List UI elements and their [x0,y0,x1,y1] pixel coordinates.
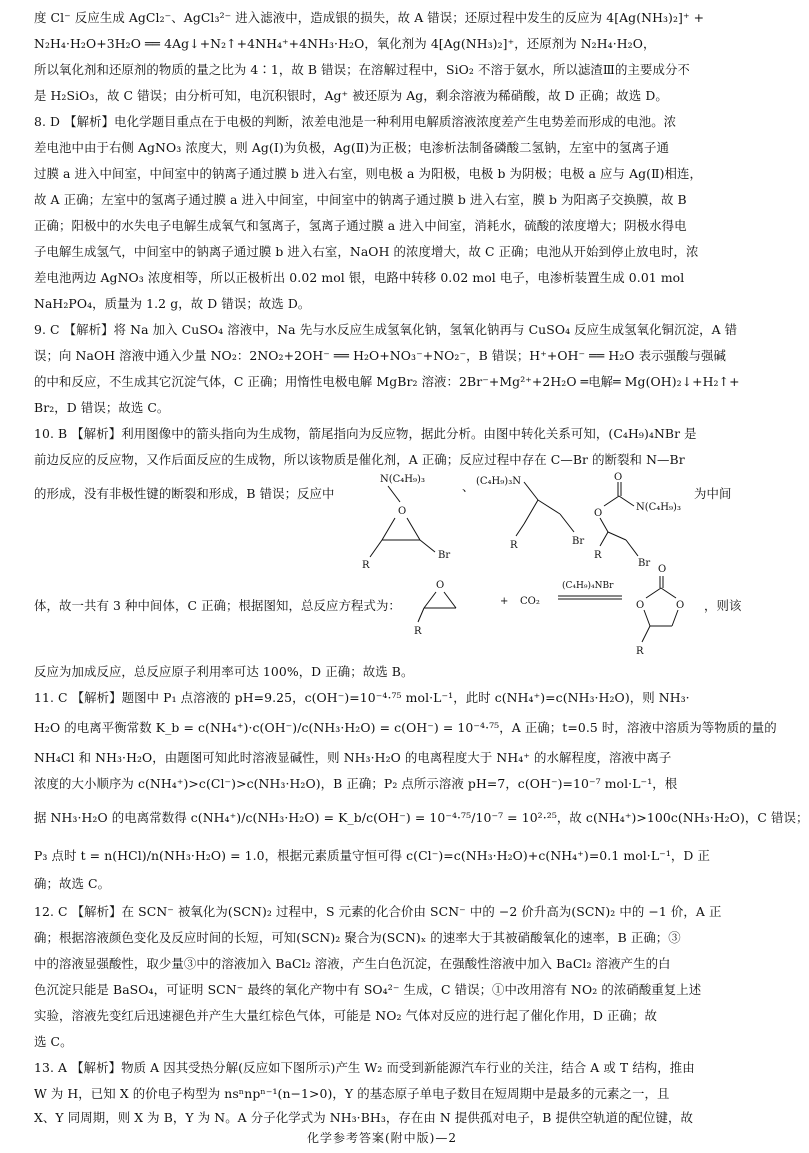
mol-label: O [436,580,445,591]
mol-label: O [398,506,407,517]
text-line: 反应为加成反应，总反应原子利用率可达 100%，D 正确；故选 B。 [34,664,414,679]
text-line: 度 Cl⁻ 反应生成 AgCl₂⁻、AgCl₃²⁻ 进入滤液中，造成银的损失，故 A 错误；还原过程中发生的反应为 4[Ag(NH₃)₂]⁺ + [34,10,705,25]
mol-label: N(C₄H₉)₃ [636,502,681,513]
text-line: 是 H₂SiO₃，故 C 错误；由分析可知，电沉积银时，Ag⁺ 被还原为 Ag，剩余溶液为稀硝酸，故 D 正确；故选 D。 [34,88,668,103]
mol-label: R [594,550,602,561]
text-line: 浓度的大小顺序为 c(NH₄⁺)>c(Cl⁻)>c(NH₃·H₂O)，B 正确；P₂ 点所示溶液 pH=7，c(OH⁻)=10⁻⁷ mol·L⁻¹，根 [34,776,678,791]
q8-line: 8. D 【解析】电化学题目重点在于电极的判断，浓差电池是一种利用电解质溶液浓度差产生电势差而形成的电池。浓 [34,114,677,129]
mol-label: + [500,596,509,607]
text-line: 体，故一共有 3 种中间体，C 正确；根据图知，总反应方程式为： [34,598,401,613]
q13-line: 13. A 【解析】物质 A 因其受热分解(反应如下图所示)产生 W₂ 而受到新能源汽车行业的关注，结合 A 或 T 结构，推由 [34,1060,695,1075]
text-line: 确；故选 C。 [34,876,111,891]
intermediate-1-structure [360,472,470,572]
text-line: 差电池中由于右侧 AgNO₃ 浓度大，则 Ag(Ⅰ)为负极，Ag(Ⅱ)为正极；电渗析法制备磷酸二氢钠，左室中的氢离子通 [34,140,669,155]
text-line: 实验，溶液先变红后迅速褪色并产生大量红棕色气体，可能是 NO₂ 气体对反应的进行起了催化作用，D 正确；故 [34,1008,657,1023]
text-line: 的形成，没有非极性键的断裂和形成，B 错误；反应中 [34,486,335,501]
text-line: N₂H₄·H₂O+3H₂O ══ 4Ag↓+N₂↑+4NH₄⁺+4NH₃·H₂O，氧化剂为 4[Ag(NH₃)₂]⁺，还原剂为 N₂H₄·H₂O， [34,36,656,51]
mol-label: O [594,508,603,519]
mol-label: R [362,560,370,571]
intermediate-3-structure [586,458,696,570]
text-line: H₂O 的电离平衡常数 K_b = c(NH₄⁺)·c(OH⁻)/c(NH₃·H₂O) = c(OH⁻) = 10⁻⁴·⁷⁵，A 正确；t=0.5 时，溶液中溶质为等物质的量的 [34,720,777,735]
text-line: 的中和反应，不生成其它沉淀气体，C 正确；用惰性电极电解 MgBr₂ 溶液：2Br⁻+Mg²⁺+2H₂O ═电解═ Mg(OH)₂↓+H₂↑+ [34,374,740,389]
q9-line: 9. C 【解析】将 Na 加入 CuSO₄ 溶液中，Na 先与水反应生成氢氧化钠，氢氧化钠再与 CuSO₄ 反应生成氢氧化铜沉淀，A 错 [34,322,738,337]
intermediate-2-structure [476,472,596,572]
text-line: 正确；阳极中的水失电子电解生成氧气和氢离子，氢离子通过膜 a 进入中间室，消耗水，硫酸的浓度增大；阴极水得电 [34,218,687,233]
mol-label: N(C₄H₉)₃ [380,474,425,485]
q11-line: 11. C 【解析】题图中 P₁ 点溶液的 pH=9.25，c(OH⁻)=10⁻⁴·⁷⁵ mol·L⁻¹，此时 c(NH₄⁺)=c(NH₃·H₂O)，则 NH₃· [34,690,690,705]
text-line: P₃ 点时 t = n(HCl)/n(NH₃·H₂O) = 1.0，根据元素质量守恒可得 c(Cl⁻)=c(NH₃·H₂O)+c(NH₄⁺)=0.1 mol·L⁻¹，D 正 [34,848,710,863]
mol-label: R [636,646,644,657]
text-line: ，则该 [704,598,742,613]
text-line: 中的溶液显强酸性，取少量③中的溶液加入 BaCl₂ 溶液，产生白色沉淀，在强酸性溶液中加入 BaCl₂ 溶液产生的白 [34,956,671,971]
text-line: 前边反应的反应物，又作后面反应的生成物，所以该物质是催化剂，A 正确；反应过程中存在 C—Br 的断裂和 N—Br [34,452,685,467]
text-line: 故 A 正确；左室中的氢离子通过膜 a 进入中间室，中间室中的钠离子通过膜 b 进入右室，膜 b 为阳离子交换膜，故 B [34,192,687,207]
text-line: 色沉淀只能是 BaSO₄，可证明 SCN⁻ 最终的氧化产物中有 SO₄²⁻ 生成，C 错误；①中改用溶有 NO₂ 的浓硝酸重复上述 [34,982,702,997]
overall-equation [414,564,704,664]
text-line: 误；向 NaOH 溶液中通入少量 NO₂：2NO₂+2OH⁻ ══ H₂O+NO₃⁻+NO₂⁻，B 错误；H⁺+OH⁻ ══ H₂O 表示强酸与强碱 [34,348,727,363]
q10-line: 10. B 【解析】利用图像中的箭头指向为生成物，箭尾指向为反应物，据此分析。由图中转化关系可知，(C₄H₉)₄NBr 是 [34,426,697,441]
mol-label: O [658,564,667,575]
text-line: NaH₂PO₄，质量为 1.2 g，故 D 错误；故选 D。 [34,296,311,311]
mol-label: CO₂ [520,596,540,607]
text-line: W 为 H，已知 X 的价电子构型为 nsⁿnpⁿ⁻¹(n−1>0)，Y 的基态原子单电子数目在短周期中是最多的元素之一，且 [34,1086,670,1101]
text-line: 选 C。 [34,1034,73,1049]
mol-label: Br [572,536,585,547]
text-line: 过膜 a 进入中间室，中间室中的钠离子通过膜 b 进入右室，则电极 a 为阳极，电极 b 为阴极；电极 a 应与 Ag(Ⅱ)相连， [34,166,703,181]
mol-label: Br [638,558,651,569]
separator: 、 [462,480,475,494]
text-line: Br₂，D 错误；故选 C。 [34,400,170,415]
text-line: 据 NH₃·H₂O 的电离常数得 c(NH₄⁺)/c(NH₃·H₂O) = K_b/c(OH⁻) = 10⁻⁴·⁷⁵/10⁻⁷ = 10²·²⁵，故 c(NH₄⁺)>100c(NH₃·H₂O)，C 错误； [34,810,809,825]
mol-label: O [636,600,645,611]
mol-label: (C₄H₉)₄NBr [562,581,614,591]
text-line: 为中间 [694,486,732,501]
text-line: 子电解生成氢气，中间室中的钠离子通过膜 b 进入右室，NaOH 的浓度增大，故 C 正确；电池从开始到停止放电时，浓 [34,244,699,259]
mol-label: Br [438,550,451,561]
mol-label: R [414,626,422,637]
text-line: 差电池两边 AgNO₃ 浓度相等，所以正极析出 0.02 mol 银，电路中转移 0.02 mol 电子，电渗析装置生成 0.01 mol [34,270,685,285]
text-line: 确；根据溶液颜色变化及反应时间的长短，可知(SCN)₂ 聚合为(SCN)ₓ 的速率大于其被硝酸氧化的速率，B 正确；③ [34,930,681,945]
text-line: 所以氧化剂和还原剂的物质的量之比为 4∶1，故 B 错误；在溶解过程中，SiO₂ 不溶于氨水，所以滤渣Ⅲ的主要成分不 [34,62,690,77]
text-line: NH₄Cl 和 NH₃·H₂O，由题图可知此时溶液显碱性，则 NH₃·H₂O 的电离程度大于 NH₄⁺ 的水解程度，溶液中离子 [34,750,672,765]
mol-label: (C₄H₉)₃N [476,476,521,487]
mol-label: O [676,600,685,611]
page-footer: 化学参考答案(附中版)—2 [307,1131,457,1145]
mol-label: O [614,472,623,483]
mol-label: R [510,540,518,551]
q12-line: 12. C 【解析】在 SCN⁻ 被氧化为(SCN)₂ 过程中，S 元素的化合价由 SCN⁻ 中的 −2 价升高为(SCN)₂ 中的 −1 价，A 正 [34,904,722,919]
text-line: X、Y 同周期，则 X 为 B，Y 为 N。A 分子化学式为 NH₃·BH₃，存在由 N 提供孤对电子，B 提供空轨道的配位键，故 [34,1110,693,1125]
